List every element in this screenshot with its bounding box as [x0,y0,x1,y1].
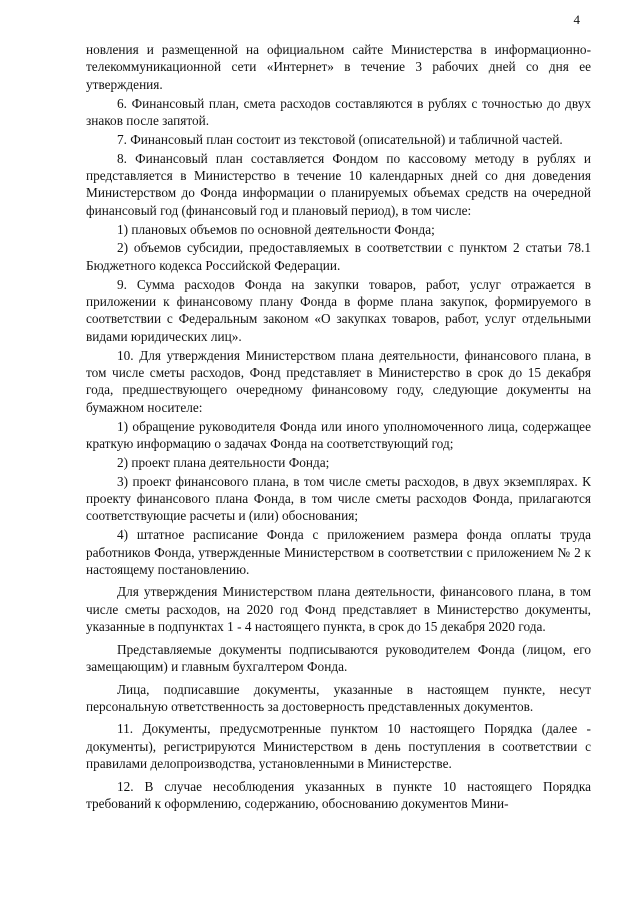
paragraph-item-10-sub-4: 4) штатное расписание Фонда с приложением размера фонда оплаты труда работников Фонда, утвержденные Министерством в соответствии с приложением № 2 к настоящему постановлению. [86,527,591,578]
paragraph-item-12: 12. В случае несоблюдения указанных в пункте 10 настоящего Порядка требований к оформлению, содержанию, обоснованию документов Мини- [86,778,591,811]
paragraph-item-8: 8. Финансовый план составляется Фондом по кассовому методу в рублях и представляется в Министерство в течение 10 календарных дней со дня доведения Министерством до Фонда информации о планируемых объемах средств на очередной финансовый год (финансовый год и плановый период), в том числе: [86,150,591,218]
paragraph-continuation: новления и размещенной на официальном сайте Министерства в информационно-телекоммуникационной сети «Интернет» в течение 3 рабочих дней со дня ее утверждения. [86,42,591,92]
paragraph-item-11: 11. Документы, предусмотренные пунктом 10 настоящего Порядка (далее - документы), регистрируются Министерством в день поступления в соответствии с правилами делопроизводства, установленными в Министерстве. [86,721,591,772]
paragraph-signatures: Представляемые документы подписываются руководителем Фонда (лицом, его замещающим) и главным бухгалтером Фонда. [86,641,591,675]
paragraph-item-6: 6. Финансовый план, смета расходов составляются в рублях с точностью до двух знаков после запятой. [86,95,591,129]
paragraph-item-7: 7. Финансовый план состоит из текстовой (описательной) и табличной частей. [117,131,563,147]
document-body [86,41,591,814]
paragraph-2020-submission: Для утверждения Министерством плана деятельности, финансового плана, в том числе сметы расходов, на 2020 год Фонд представляет в Министерство документы, указанные в подпунктах 1 - 4 настоящего пункта, в срок до 15 декабря 2020 года. [86,584,591,635]
paragraph-item-9: 9. Сумма расходов Фонда на закупки товаров, работ, услуг отражается в приложении к финансовому плану Фонда в форме плана закупок, формируемого в соответствии с Федеральным законом «О закупках товаров, работ, услуг отдельными видами юридических лиц». [86,276,591,344]
paragraph-item-8-sub-1: 1) плановых объемов по основной деятельности Фонда; [117,221,435,237]
paragraph-item-8-sub-2: 2) объемов субсидии, предоставляемых в соответствии с пунктом 2 статьи 78.1 Бюджетного кодекса Российской Федерации. [86,240,591,273]
paragraph-item-10-sub-3: 3) проект финансового плана, в том числе сметы расходов, в двух экземплярах. К проекту финансового плана Фонда, в том числе сметы расходов Фонда, прилагаются соответствующие расчеты и (или) обоснования; [86,473,591,524]
paragraph-item-10: 10. Для утверждения Министерством плана деятельности, финансового плана, в том числе сметы расходов, Фонд представляет в Министерство в срок до 15 декабря года, предшествующего очередному финансовому году, следующие документы на бумажном носителе: [86,347,591,415]
page-number: 4 [573,12,580,27]
paragraph-item-10-sub-1: 1) обращение руководителя Фонда или иного уполномоченного лица, содержащее краткую информацию о задачах Фонда на соответствующий год; [86,418,591,452]
paragraph-item-10-sub-2: 2) проект плана деятельности Фонда; [117,454,330,470]
paragraph-responsibility: Лица, подписавшие документы, указанные в настоящем пункте, несут персональную ответственность за достоверность представленных документов. [86,681,591,714]
